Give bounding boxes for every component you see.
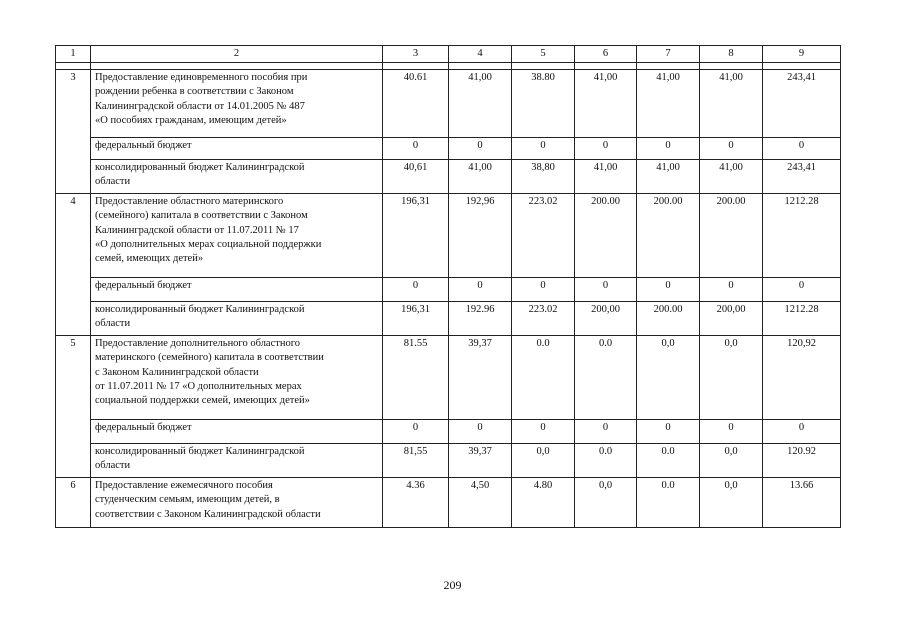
description-line: с Законом Калининградской области	[95, 366, 259, 378]
value-cell: 200,00	[700, 302, 763, 336]
row-number: 6	[56, 478, 91, 528]
federal-budget-row	[56, 138, 841, 160]
value-cell: 120,92	[763, 336, 841, 420]
description-line: Предоставление единовременного пособия при	[95, 72, 308, 84]
value-cell: 0,0	[637, 336, 700, 420]
header-cell: 6	[575, 46, 637, 63]
measure-description	[91, 444, 383, 478]
description-line: области	[95, 176, 131, 188]
description-line: Калининградской области от 11.07.2011 № 17	[95, 224, 299, 236]
value-cell: 0	[512, 420, 575, 444]
value-cell: 39,37	[449, 336, 512, 420]
value-cell: 0	[575, 278, 637, 302]
value-cell: 0	[763, 420, 841, 444]
value-cell: 41,00	[575, 70, 637, 138]
header-cell: 5	[512, 46, 575, 63]
value-cell: 41,00	[700, 160, 763, 194]
header-cell: 1	[56, 46, 91, 63]
description-line: от 11.07.2011 № 17 «О дополнительных мерах	[95, 380, 302, 392]
value-cell: 0.0	[575, 336, 637, 420]
description-line: области	[95, 318, 131, 330]
description-line: семей, имеющих детей»	[95, 252, 204, 264]
value-cell: 1212.28	[763, 302, 841, 336]
description-line: Предоставление областного материнского	[95, 196, 284, 208]
value-cell: 39,37	[449, 444, 512, 478]
measure-description	[91, 138, 383, 160]
value-cell: 40.61	[383, 70, 449, 138]
value-cell: 13.66	[763, 478, 841, 528]
value-cell: 192,96	[449, 194, 512, 278]
measure-row	[56, 194, 841, 278]
value-cell: 196,31	[383, 302, 449, 336]
description-line: федеральный бюджет	[95, 422, 192, 434]
spacer-row	[56, 63, 841, 70]
description-line: (семейного) капитала в соответствии с Законом	[95, 210, 308, 222]
value-cell: 0.0	[637, 478, 700, 528]
value-cell: 0	[575, 138, 637, 160]
value-cell: 4.80	[512, 478, 575, 528]
value-cell: 0	[637, 138, 700, 160]
value-cell: 4,50	[449, 478, 512, 528]
header-cell: 8	[700, 46, 763, 63]
measure-row	[56, 70, 841, 138]
description-line: социальной поддержки семей, имеющих детей»	[95, 394, 310, 406]
value-cell: 0	[575, 420, 637, 444]
row-number: 3	[56, 70, 91, 194]
measure-description	[91, 278, 383, 302]
value-cell: 243,41	[763, 70, 841, 138]
value-cell: 0	[512, 138, 575, 160]
federal-budget-row	[56, 278, 841, 302]
header-cell: 2	[91, 46, 383, 63]
description-line: Предоставление ежемесячного пособия	[95, 480, 273, 492]
value-cell: 0,0	[700, 478, 763, 528]
header-cell: 9	[763, 46, 841, 63]
value-cell: 40,61	[383, 160, 449, 194]
value-cell: 0	[383, 420, 449, 444]
value-cell: 0.0	[637, 444, 700, 478]
row-number: 4	[56, 194, 91, 336]
description-line: Предоставление дополнительного областного	[95, 338, 301, 350]
value-cell: 0	[637, 278, 700, 302]
value-cell: 0,0	[700, 336, 763, 420]
description-line: студенческим семьям, имеющим детей, в	[95, 494, 280, 506]
measure-description	[91, 336, 383, 420]
description-line: консолидированный бюджет Калининградской	[95, 162, 305, 174]
value-cell: 200.00	[700, 194, 763, 278]
description-line: «О дополнительных мерах социальной поддержки	[95, 238, 322, 250]
header-row	[56, 46, 841, 63]
value-cell: 41,00	[575, 160, 637, 194]
value-cell: 0,0	[700, 444, 763, 478]
value-cell: 0	[383, 138, 449, 160]
value-cell: 41,00	[637, 70, 700, 138]
header-cell: 7	[637, 46, 700, 63]
value-cell: 0	[449, 420, 512, 444]
value-cell: 0.0	[512, 336, 575, 420]
value-cell: 0	[763, 138, 841, 160]
federal-budget-row	[56, 420, 841, 444]
value-cell: 41,00	[449, 160, 512, 194]
value-cell: 1212.28	[763, 194, 841, 278]
value-cell: 0	[700, 278, 763, 302]
value-cell: 0	[512, 278, 575, 302]
measure-description	[91, 302, 383, 336]
value-cell: 192.96	[449, 302, 512, 336]
budget-table	[55, 45, 841, 528]
value-cell: 0	[763, 278, 841, 302]
measure-row	[56, 336, 841, 420]
value-cell: 0	[637, 420, 700, 444]
description-line: федеральный бюджет	[95, 280, 192, 292]
header-cell: 4	[449, 46, 512, 63]
description-line: «О пособиях гражданам, имеющим детей»	[95, 114, 287, 126]
value-cell: 0,0	[512, 444, 575, 478]
consolidated-budget-row	[56, 160, 841, 194]
value-cell: 120.92	[763, 444, 841, 478]
value-cell: 41,00	[449, 70, 512, 138]
value-cell: 41,00	[637, 160, 700, 194]
measure-description	[91, 194, 383, 278]
value-cell: 200,00	[575, 302, 637, 336]
value-cell: 81.55	[383, 336, 449, 420]
description-line: материнского (семейного) капитала в соответствии	[95, 352, 324, 364]
description-line: федеральный бюджет	[95, 140, 192, 152]
header-cell: 3	[383, 46, 449, 63]
description-line: соответствии с Законом Калининградской области	[95, 508, 321, 520]
measure-description	[91, 420, 383, 444]
value-cell: 81,55	[383, 444, 449, 478]
description-line: консолидированный бюджет Калининградской	[95, 446, 305, 458]
value-cell: 38.80	[512, 70, 575, 138]
value-cell: 243,41	[763, 160, 841, 194]
measure-description	[91, 478, 383, 528]
value-cell: 0.0	[575, 444, 637, 478]
measure-description	[91, 70, 383, 138]
value-cell: 41,00	[700, 70, 763, 138]
value-cell: 0	[700, 138, 763, 160]
value-cell: 200.00	[637, 302, 700, 336]
value-cell: 0	[383, 278, 449, 302]
description-line: консолидированный бюджет Калининградской	[95, 304, 305, 316]
value-cell: 196,31	[383, 194, 449, 278]
value-cell: 0,0	[575, 478, 637, 528]
value-cell: 223.02	[512, 302, 575, 336]
description-line: Калининградской области от 14.01.2005 № 487	[95, 100, 305, 112]
value-cell: 0	[700, 420, 763, 444]
row-number: 5	[56, 336, 91, 478]
page-number: 209	[443, 578, 462, 592]
value-cell: 38,80	[512, 160, 575, 194]
value-cell: 223.02	[512, 194, 575, 278]
consolidated-budget-row	[56, 302, 841, 336]
value-cell: 4.36	[383, 478, 449, 528]
value-cell: 0	[449, 278, 512, 302]
measure-row	[56, 478, 841, 528]
description-line: рождении ребенка в соответствии с Законом	[95, 86, 294, 98]
consolidated-budget-row	[56, 444, 841, 478]
value-cell: 200.00	[637, 194, 700, 278]
value-cell: 200.00	[575, 194, 637, 278]
value-cell: 0	[449, 138, 512, 160]
description-line: области	[95, 460, 131, 472]
measure-description	[91, 160, 383, 194]
